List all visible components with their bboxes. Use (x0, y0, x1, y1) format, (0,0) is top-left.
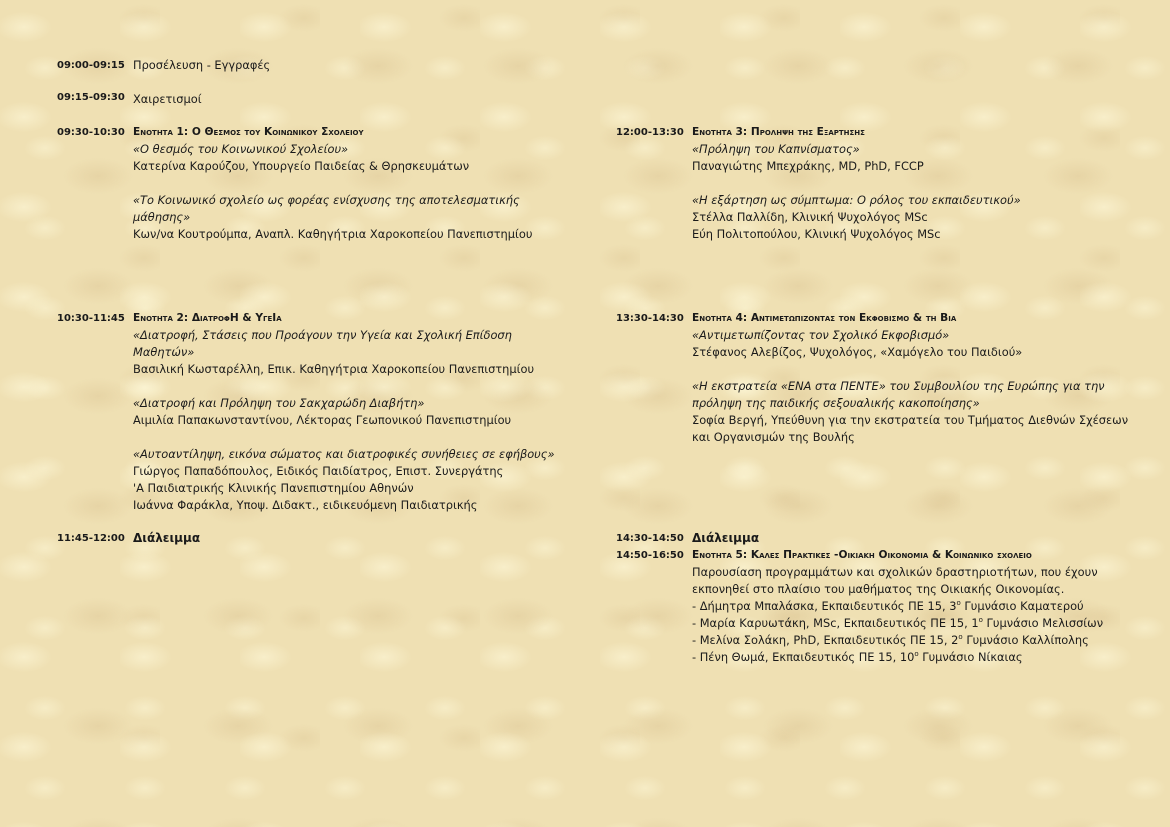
talk-title: μάθησης» (133, 210, 191, 224)
session-time: 13:30-14:30 (616, 313, 684, 324)
unit-description: Παρουσίαση προγραμμάτων και σχολικών δραστηριοτήτων, που έχουν (692, 565, 1098, 579)
unit-heading: Ενοτητα 4: Αντιμετωπιζοντας τον Εκφοβισμο & τη Βια (692, 312, 957, 324)
talk-speaker: Σοφία Βεργή, Υπεύθυνη για την εκστρατεία του Τμήματος Διεθνών Σχέσεων (692, 413, 1129, 427)
ordinal-sup: ο (914, 650, 919, 659)
session-time: 12:00-13:30 (616, 127, 684, 138)
break-label: Διάλειμμα (692, 531, 760, 545)
session-time: 14:30-14:50 (616, 533, 684, 544)
talk-speaker: 'Α Παιδιατρικής Κλινικής Πανεπιστημίου Αθηνών (133, 481, 414, 495)
session-time: 09:30-10:30 (57, 127, 125, 138)
unit-description: εκπονηθεί στο πλαίσιο του μαθήματος της Οικιακής Οικονομίας. (692, 582, 1065, 596)
unit-heading: Ενοτητα 5: Καλες Πρακτικες -Οικιακη Οικονομια & Κοινωνικο σχολειο (692, 549, 1032, 561)
talk-speaker: Γιώργος Παπαδόπουλος, Ειδικός Παιδίατρος, Επιστ. Συνεργάτης (133, 464, 504, 478)
talk-speaker: και Οργανισμών της Βουλής (692, 430, 855, 444)
presenter-school: Γυμνάσιο Καλλίπολης (962, 633, 1089, 647)
presenter-item (692, 632, 1103, 649)
talk-title: «Η εκστρατεία «ΕΝΑ στα ΠΕΝΤΕ» του Συμβουλίου της Ευρώπης για την (692, 379, 1105, 393)
talk-title: «Το Κοινωνικό σχολείο ως φορέας ενίσχυσης της αποτελεσματικής (133, 193, 520, 207)
break-label: Διάλειμμα (133, 531, 201, 545)
talk-speaker: Στέλλα Παλλίδη, Κλινική Ψυχολόγος MSc (692, 210, 928, 224)
talk-title: «Αυτοαντίληψη, εικόνα σώματος και διατροφικές συνήθειες σε εφήβους» (133, 447, 555, 461)
talk-title: «Αντιμετωπίζοντας τον Σχολικό Εκφοβισμό» (692, 328, 950, 342)
presenter-text: - Πένη Θωμά, Εκπαιδευτικός ΠΕ 15, 10 (692, 650, 915, 664)
talk-speaker: Παναγιώτης Μπεχράκης, MD, PhD, FCCP (692, 159, 924, 173)
presenter-text: - Μελίνα Σολάκη, PhD, Εκπαιδευτικός ΠΕ 15, 2 (692, 633, 959, 647)
presenter-school: Γυμνάσιο Μελισσίων (982, 616, 1104, 630)
talk-speaker: Στέφανος Αλεβίζος, Ψυχολόγος, «Χαμόγελο του Παιδιού» (692, 345, 1023, 359)
presenter-text: - Μαρία Καρυωτάκη, MSc, Εκπαιδευτικός ΠΕ 15, 1 (692, 616, 979, 630)
talk-title: πρόληψη της παιδικής σεξουαλικής κακοποίησης» (692, 396, 980, 410)
ordinal-sup: ο (958, 633, 963, 642)
ordinal-sup: ο (978, 616, 983, 625)
talk-title: «Η εξάρτηση ως σύμπτωμα: Ο ρόλος του εκπαιδευτικού» (692, 193, 1021, 207)
talk-title: Μαθητών» (133, 345, 195, 359)
presenter-item (692, 598, 1103, 615)
talk-title: «Πρόληψη του Καπνίσματος» (692, 142, 860, 156)
talk-title: «Διατροφή και Πρόληψη του Σακχαρώδη Διαβήτη» (133, 396, 425, 410)
talk-speaker: Εύη Πολιτοπούλου, Κλινική Ψυχολόγος MSc (692, 227, 941, 241)
ordinal-sup: ο (956, 599, 961, 608)
talk-title: «Διατροφή, Στάσεις που Προάγουν την Υγεία και Σχολική Επίδοση (133, 328, 512, 342)
session-text: Προσέλευση - Εγγραφές (133, 58, 271, 72)
session-time: 10:30-11:45 (57, 313, 125, 324)
talk-title: «Ο θεσμός του Κοινωνικού Σχολείου» (133, 142, 349, 156)
presenter-school: Γυμνάσιο Καματερού (960, 599, 1084, 613)
unit-heading: Ενοτητα 3: Προληψη της Εξαρτησης (692, 126, 865, 138)
talk-speaker: Κων/να Κουτρούμπα, Αναπλ. Καθηγήτρια Χαροκοπείου Πανεπιστημίου (133, 227, 533, 241)
presenter-item (692, 649, 1103, 666)
session-time: 09:15-09:30 (57, 92, 125, 103)
talk-speaker: Ιωάννα Φαράκλα, Υποψ. Διδακτ., ειδικευόμενη Παιδιατρικής (133, 498, 478, 512)
presenter-text: - Δήμητρα Μπαλάσκα, Εκπαιδευτικός ΠΕ 15, 3 (692, 599, 957, 613)
presenter-item (692, 615, 1103, 632)
session-time: 14:50-16:50 (616, 550, 684, 561)
unit-heading: Ενοτητα 1: Ο Θεσμος του Κοινωνικου Σχολειου (133, 126, 364, 138)
talk-speaker: Αιμιλία Παπακωνσταντίνου, Λέκτορας Γεωπονικού Πανεπιστημίου (133, 413, 512, 427)
talk-speaker: Κατερίνα Καρούζου, Υπουργείο Παιδείας & Θρησκευμάτων (133, 159, 470, 173)
session-text: Χαιρετισμοί (133, 92, 202, 106)
session-time: 09:00-09:15 (57, 60, 125, 71)
talk-speaker: Βασιλική Κωσταρέλλη, Επικ. Καθηγήτρια Χαροκοπείου Πανεπιστημίου (133, 362, 535, 376)
unit-heading: Ενοτητα 2: ΔιατροφΗ & ΥγεΙα (133, 312, 282, 324)
presenter-school: Γυμνάσιο Νίκαιας (918, 650, 1023, 664)
session-time: 11:45-12:00 (57, 533, 125, 544)
